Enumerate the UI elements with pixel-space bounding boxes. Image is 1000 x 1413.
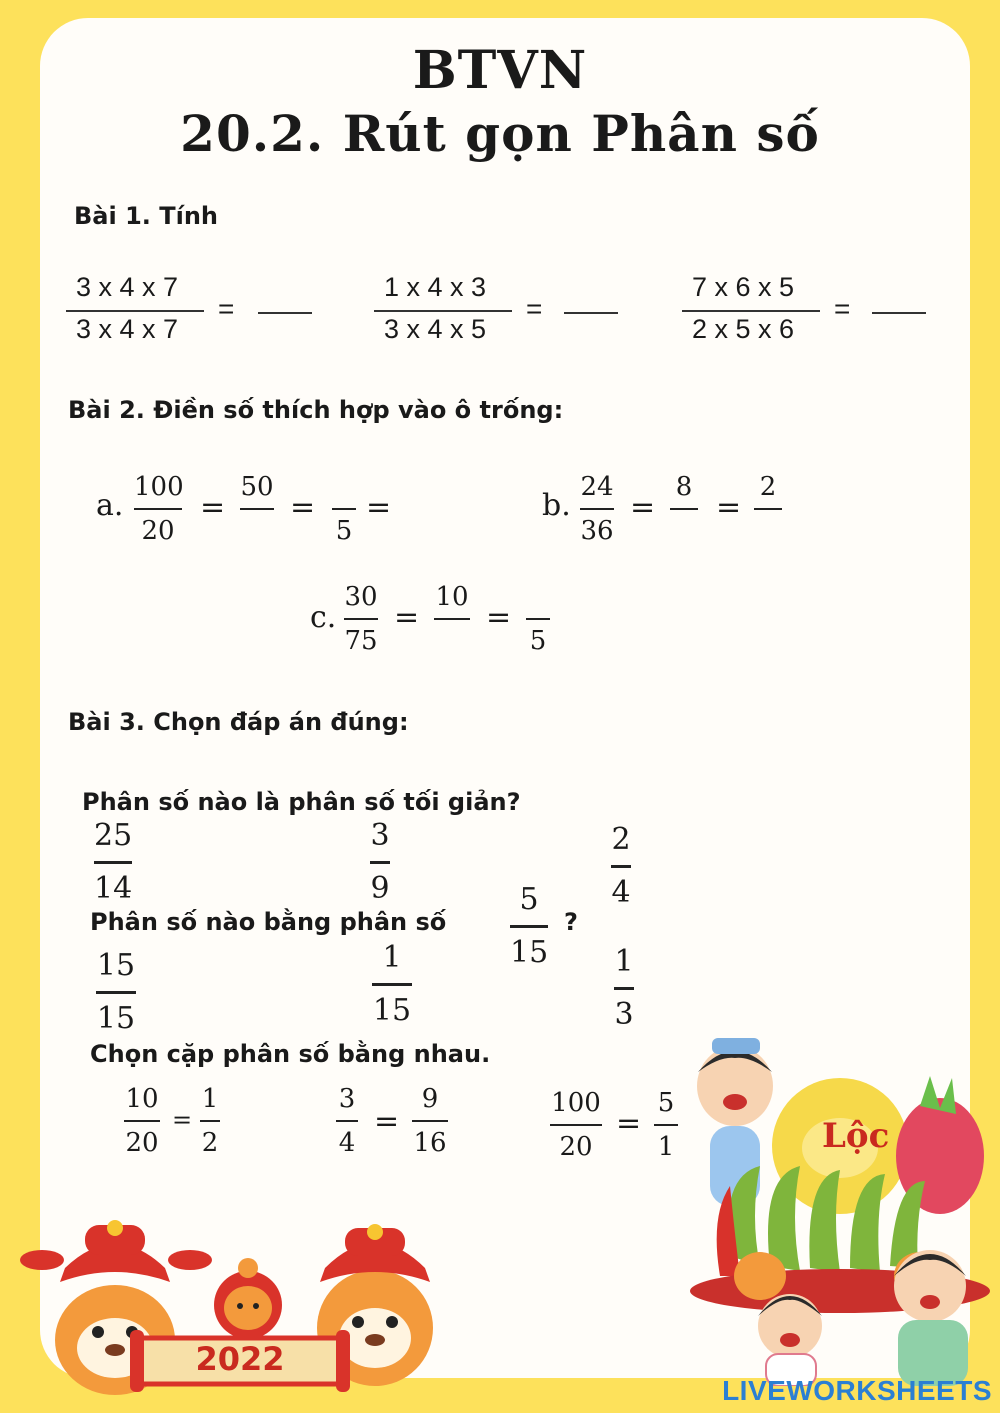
fraction: 100 20 [551,1088,601,1162]
fruit-label: Lộc [822,1116,890,1156]
watermark: LIVEWORKSHEETS [722,1375,992,1406]
fraction: 3 4 [336,1082,358,1160]
option-fraction[interactable]: 25 14 [94,818,133,906]
option-fraction[interactable]: 2 4 [611,822,631,910]
equals-sign: = [200,490,226,525]
equals-sign: = [630,490,656,525]
fraction-with-blank[interactable]: 2 [754,470,782,548]
equals-sign: = [366,490,392,525]
bai2-heading: Bài 2. Điền số thích hợp vào ô trống: [68,396,564,424]
bai3-heading: Bài 3. Chọn đáp án đúng: [68,708,409,736]
fraction-with-blank[interactable]: 10 [434,580,470,658]
equals-sign: = [218,293,235,324]
fraction: 10 20 [125,1084,159,1158]
answer-blank[interactable] [564,312,618,314]
lesson-title: 20.2. Rút gọn Phân số [180,104,820,163]
worksheet-title: BTVN [412,40,588,101]
answer-blank[interactable] [872,312,926,314]
option-fraction[interactable]: 1 3 [614,944,634,1032]
fraction: 5 1 [654,1086,678,1164]
fraction-with-blank[interactable]: 50 [240,470,274,548]
fraction-with-blank[interactable]: 5 [332,470,356,548]
option-fraction[interactable]: 3 9 [370,818,390,906]
fraction: 100 20 [134,472,184,546]
equals-sign: = [290,490,316,525]
equals-sign: = [486,600,512,635]
option-fraction[interactable]: 1 15 [372,940,412,1028]
fraction: 1 2 [201,1084,219,1158]
equals-sign: = [616,1106,642,1141]
equals-sign: = [716,490,742,525]
fraction: 30 75 [344,582,378,656]
equals-sign: = [394,600,420,635]
question-1: Phân số nào là phân số tối giản? [82,788,521,816]
question-3: Chọn cặp phân số bằng nhau. [90,1040,491,1068]
fraction: 9 16 [413,1084,447,1158]
part-c-label: c. [310,600,337,635]
part-a-label: a. [96,488,124,523]
reference-fraction: 5 15 [510,882,549,970]
banner-year: 2022 [195,1340,285,1378]
fruit-tray-kids-illustration [690,1036,1000,1386]
question-2: Phân số nào bằng phân số [90,908,447,936]
fraction-with-blank[interactable]: 8 [670,470,698,548]
equals-sign: = [526,293,543,324]
bai1-heading: Bài 1. Tính [74,202,219,230]
answer-blank[interactable] [258,312,312,314]
fraction-with-blank[interactable]: 5 [526,580,550,658]
question-mark: ? [564,908,578,936]
equals-sign: = [834,293,851,324]
equals-sign: = [172,1106,193,1134]
option-fraction[interactable]: 15 15 [96,948,136,1036]
equals-sign: = [374,1104,400,1139]
part-b-label: b. [542,488,571,523]
fraction: 24 36 [580,472,614,546]
